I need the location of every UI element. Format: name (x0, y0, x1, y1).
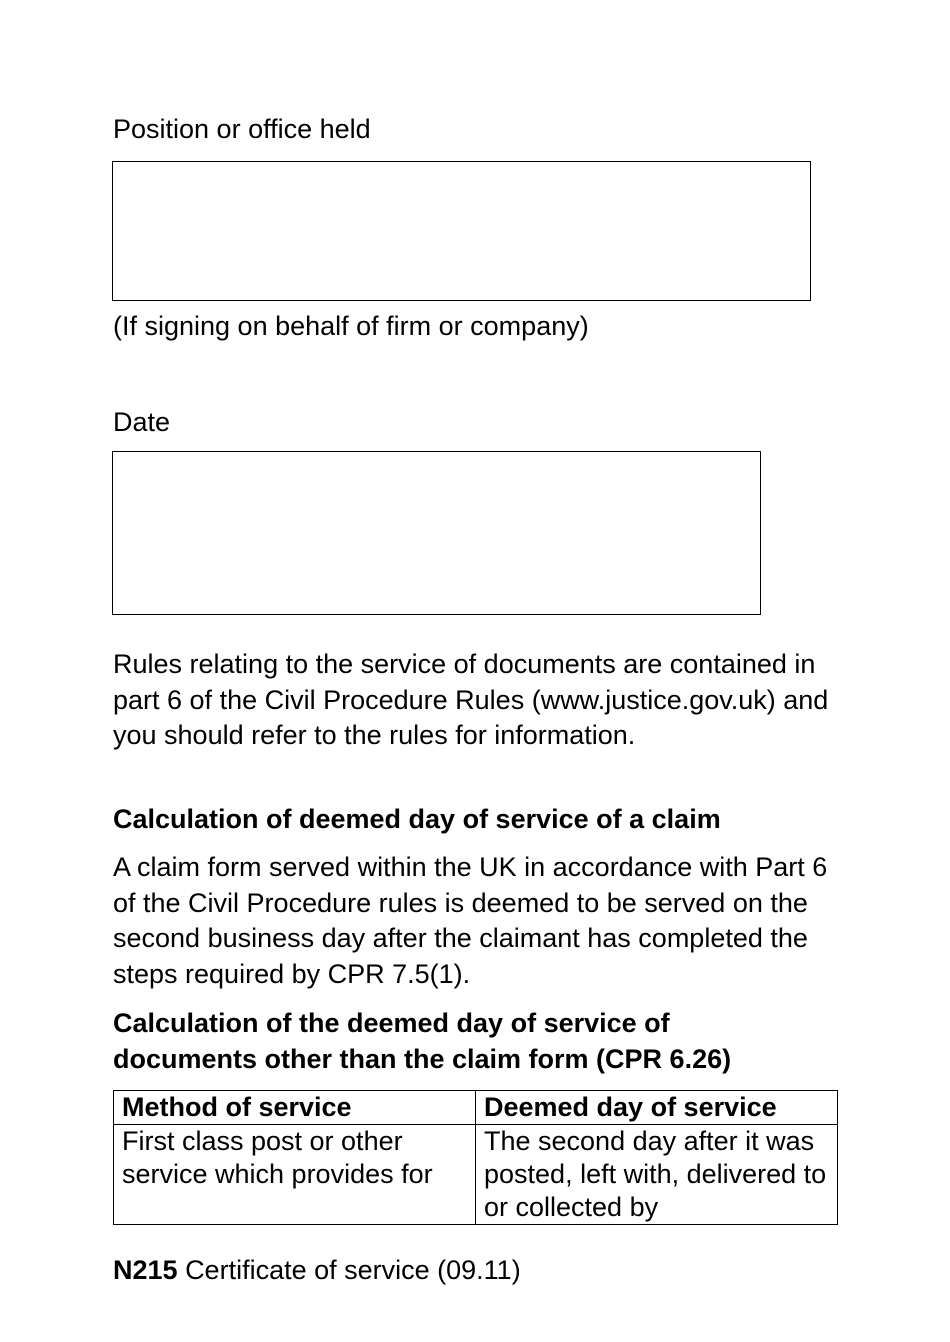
claim-body: A claim form served within the UK in accordance with Part 6 of the Civil Procedure rules is deemed to be served on the second business day after the claimant has completed the steps required by CPR 7.5(1). (113, 852, 828, 989)
position-hint: (If signing on behalf of firm or company) (113, 311, 589, 341)
form-title: Certificate of service (09.11) (185, 1255, 521, 1285)
documents-heading: Calculation of the deemed day of service of documents other than the claim form (CPR 6.26) (113, 1008, 732, 1074)
table-header-row (114, 1091, 838, 1125)
position-label: Position or office held (113, 114, 371, 144)
form-code: N215 (113, 1255, 178, 1285)
position-input[interactable] (112, 161, 811, 301)
date-input[interactable] (112, 451, 761, 615)
deemed-service-table (113, 1090, 838, 1225)
column-header-deemed-day: Deemed day of service (476, 1091, 838, 1125)
claim-heading: Calculation of deemed day of service of a claim (113, 804, 721, 834)
table-cell-method: First class post or other service which provides for (114, 1125, 476, 1225)
table-row (114, 1125, 838, 1225)
date-label: Date (113, 407, 171, 437)
rules-paragraph: Rules relating to the service of documents are contained in part 6 of the Civil Procedure Rules (www.justice.gov.uk) and you should refer to the rules for information. (113, 649, 829, 750)
column-header-method: Method of service (114, 1091, 476, 1125)
footer (113, 1254, 521, 1286)
table-cell-deemed-day: The second day after it was posted, left with, delivered to or collected by (476, 1125, 838, 1225)
